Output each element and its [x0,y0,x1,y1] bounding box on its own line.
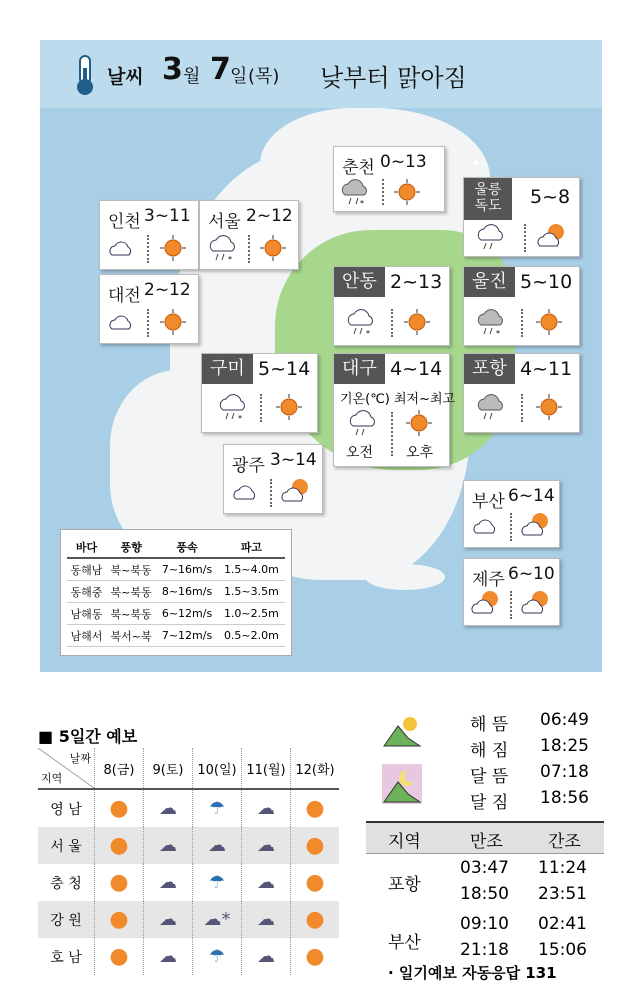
tide-header [366,821,604,854]
sun-icon: ● [109,833,129,858]
city-temp: 6~10 [508,564,555,584]
region-name: 충 청 [38,864,95,901]
sun-icon [274,392,304,422]
city-card-andong [333,266,450,346]
sea-cell: 7~12m/s [156,625,218,647]
city-temp: 5~10 [520,271,573,293]
day-header: 11(월) [242,748,291,789]
table-row [38,789,339,827]
forecast-cell [291,901,340,938]
city-card-busan [463,480,560,548]
svg-text:*: * [228,255,232,263]
city-temp: 2~12 [144,280,191,300]
tide-header-region: 지역 [388,832,421,852]
cloud-icon: ☁ [257,946,275,967]
forecast-cell [95,827,144,864]
header-month: 3 [162,52,183,87]
card-separator [521,394,523,422]
header-label: 날씨 [107,66,144,88]
svg-text:*: * [496,329,500,337]
city-card-gwangju [223,444,323,514]
sea-conditions-table [60,529,292,656]
card-separator [510,591,512,619]
city-temp: 0~13 [380,152,427,172]
card-separator [524,224,526,252]
city-temp: 5~8 [530,186,571,208]
sun-icon [534,307,564,337]
tide-high-2: 18:50 [460,884,509,904]
moonrise-label: 달 뜸 [470,767,509,787]
forecast-cell [95,864,144,901]
svg-text:*: * [360,199,364,207]
cloud-icon: ☁ [159,909,177,930]
tide-table [366,821,604,970]
day-header: 12(화) [291,748,340,789]
forecast-cell [291,789,340,827]
tide-low-1: 11:24 [538,858,587,878]
table-row [67,558,285,581]
cloud-icon: ☁ [159,872,177,893]
city-card-ulleung [463,177,580,257]
forecast-cell [144,864,193,901]
forecast-title: ■ 5일간 예보 [38,727,138,746]
tide-high-2: 21:18 [460,940,509,960]
forecast-cell [193,938,242,975]
day-header: 9(토) [144,748,193,789]
thermometer-icon [73,54,97,96]
city-temp: 2~13 [390,271,443,293]
forecast-cell [242,938,291,975]
partly-cloudy-icon [470,513,502,539]
sun-icon: ● [305,833,325,858]
table-row [38,901,339,938]
pm-label: 오후 [406,445,434,461]
sun-icon: ● [305,907,325,932]
card-separator [510,513,512,541]
city-temp: 5~14 [258,358,311,380]
table-row [38,827,339,864]
sun-cloud-icon [468,587,504,619]
header-weekday: (목) [248,66,280,87]
moonset-label: 달 짐 [470,793,509,813]
city-card-uljin [463,266,580,346]
sun-icon [402,307,432,337]
sun-cloud-icon [534,220,570,252]
city-name: 서울 [208,212,241,232]
city-name-line1: 울릉 [474,182,502,198]
moonrise-time: 07:18 [540,762,589,782]
sun-icon [158,233,188,263]
forecast-cell [291,827,340,864]
city-name-box: 울진 [464,267,515,297]
city-card-daejeon [99,274,199,344]
city-temp: 2~12 [246,206,293,226]
sea-cell: 1.5~3.5m [218,581,285,603]
cloud-icon: ☁ [257,872,275,893]
map-header [40,40,602,108]
tide-high-1: 03:47 [460,858,509,878]
umbrella-rain-icon: ☂ [208,798,226,819]
header-day-unit: 일 [230,66,248,87]
sea-cell: 남해동 [67,603,106,625]
forecast-cell [242,827,291,864]
svg-text:*: * [366,329,370,337]
card-separator [147,309,149,337]
moonset-time: 18:56 [540,788,589,808]
card-separator [391,309,393,337]
moon-mountain-icon [382,764,422,804]
cloud-snow-icon [216,392,250,422]
sea-cell: 6~12m/s [156,603,218,625]
sea-cell: 1.5~4.0m [218,558,285,581]
sea-cell: 8~16m/s [156,581,218,603]
table-row [38,938,339,975]
table-row [67,625,285,647]
umbrella-rain-icon: ☂ [208,872,226,893]
partly-cloudy-icon [230,479,262,505]
city-name: 부산 [472,492,505,512]
table-row [38,864,339,901]
sea-cell: 1.0~2.5m [218,603,285,625]
forecast-cell [144,901,193,938]
cloud-snow-icon: ☁* [203,909,231,930]
forecast-cell [193,827,242,864]
day-header: 8(금) [95,748,144,789]
cloud-snow-icon [474,307,508,337]
table-row [67,581,285,603]
forecast-cell [242,864,291,901]
region-name: 영 남 [38,789,95,827]
cloud-snow-icon [344,307,378,337]
header-headline: 낮부터 맑아짐 [320,64,467,92]
sunrise-time: 06:49 [540,710,589,730]
header-day: 7 [210,52,231,87]
sea-cell: 0.5~2.0m [218,625,285,647]
sea-header: 풍향 [106,536,156,558]
cloud-icon: ☁ [159,798,177,819]
city-temp: 4~14 [390,358,443,380]
tide-header-low: 간조 [548,832,581,852]
city-temp: 4~11 [520,358,573,380]
sunset-label: 해 짐 [470,741,509,761]
city-card-chuncheon [333,146,445,212]
cloud-icon: ☁ [257,835,275,856]
header-month-unit: 월 [183,66,201,87]
card-separator [248,235,250,263]
forecast-cell [291,938,340,975]
city-name: 제주 [472,570,505,590]
city-name-box [464,178,512,220]
city-name: 인천 [108,212,141,232]
sun-cloud-icon [278,475,314,507]
sea-cell: 동해중 [67,581,106,603]
sun-icon: ● [305,944,325,969]
tide-low-2: 15:06 [538,940,587,960]
city-temp: 3~11 [144,206,191,226]
forecast-cell [242,789,291,827]
sun-icon [158,307,188,337]
city-name-box: 안동 [334,267,385,297]
cloud-rain-icon [346,408,380,438]
forecast-cell [291,864,340,901]
cloud-snow-icon [206,233,240,263]
region-name: 호 남 [38,938,95,975]
sun-icon [534,392,564,422]
city-name: 광주 [232,456,265,476]
forecast-cell [144,938,193,975]
corner-cell [38,748,95,789]
sun-icon: ● [109,944,129,969]
city-card-daegu [333,353,456,467]
sun-icon: ● [305,870,325,895]
sun-icon: ● [109,907,129,932]
cloud-rain-icon [474,222,508,252]
cloud-icon: ☁ [159,946,177,967]
sea-cell: 북~북동 [106,581,156,603]
forecast-title-text: 5일간 예보 [58,727,138,746]
sea-header-row [67,536,285,558]
forecast-cell [193,789,242,827]
city-name-line2: 독도 [474,198,502,214]
cloud-rain-icon [474,392,508,422]
city-card-pohang [463,353,580,433]
sea-cell: 북서~북 [106,625,156,647]
city-name: 춘천 [342,158,375,178]
tide-row-pohang [366,854,604,912]
region-name: 서 울 [38,827,95,864]
city-card-incheon [99,200,199,270]
city-temp: 6~14 [508,486,555,506]
city-name-box: 구미 [202,354,253,384]
cloud-snow-icon [338,177,372,207]
sunrise-label: 해 뜸 [470,715,509,735]
tide-header-high: 만조 [470,832,503,852]
tide-low-1: 02:41 [538,914,587,934]
forecast-header-row [38,748,339,789]
forecast-cell [95,938,144,975]
sun-cloud-icon [518,587,554,619]
cloud-icon: ☁ [257,798,275,819]
sun-icon: ● [305,796,325,821]
umbrella-rain-icon: ☂ [208,946,226,967]
region-name: 강 원 [38,901,95,938]
forecast-cell [95,789,144,827]
sun-icon [392,177,422,207]
forecast-cell [144,827,193,864]
tide-region: 부산 [388,933,421,953]
sea-header: 파고 [218,536,285,558]
city-card-seoul [199,200,299,270]
cloud-icon: ☁ [159,835,177,856]
temp-legend: 기온(℃) 최저~최고 [340,392,456,407]
forecast-cell [95,901,144,938]
card-separator [270,479,272,507]
city-name-box: 포항 [464,354,515,384]
sun-icon [258,233,288,263]
sea-cell: 동해남 [67,558,106,581]
city-name: 대전 [108,286,141,306]
sea-header: 풍속 [156,536,218,558]
tide-region: 포항 [388,875,421,895]
card-separator [382,179,384,205]
sea-cell: 남해서 [67,625,106,647]
ulleung-island [474,160,479,165]
card-separator [521,309,523,337]
cloud-icon: ☁ [257,909,275,930]
svg-text:*: * [238,414,242,422]
city-card-jeju [463,558,560,626]
sea-cell: 7~16m/s [156,558,218,581]
table-row [67,603,285,625]
city-name-box: 대구 [334,354,385,384]
forecast-cell [144,789,193,827]
am-label: 오전 [346,445,374,461]
sun-icon: ● [109,870,129,895]
cloud-icon: ☁ [208,835,226,856]
sunset-time: 18:25 [540,736,589,756]
sunrise-mountain-icon [382,712,422,748]
card-separator [147,235,149,263]
partly-cloudy-icon [106,235,138,261]
forecast-cell [242,901,291,938]
sea-header: 바다 [67,536,106,558]
city-temp: 3~14 [270,450,317,470]
card-separator [260,394,262,422]
tide-low-2: 23:51 [538,884,587,904]
sun-cloud-icon [518,509,554,541]
sea-cell: 북~북동 [106,603,156,625]
partly-cloudy-icon [106,309,138,335]
sun-icon: ● [109,796,129,821]
forecast-hotline: · 일기예보 자동응답 131 [388,964,557,982]
forecast-cell [193,864,242,901]
forecast-cell [193,901,242,938]
sun-icon [404,408,434,438]
card-separator [391,412,393,456]
city-card-gumi [201,353,318,433]
sea-cell: 북~북동 [106,558,156,581]
tide-high-1: 09:10 [460,914,509,934]
jeju-island [365,564,445,590]
day-header: 10(일) [193,748,242,789]
corner-bottom: 지역 [41,772,63,785]
corner-top: 날짜 [69,752,91,765]
forecast-table [38,748,339,975]
